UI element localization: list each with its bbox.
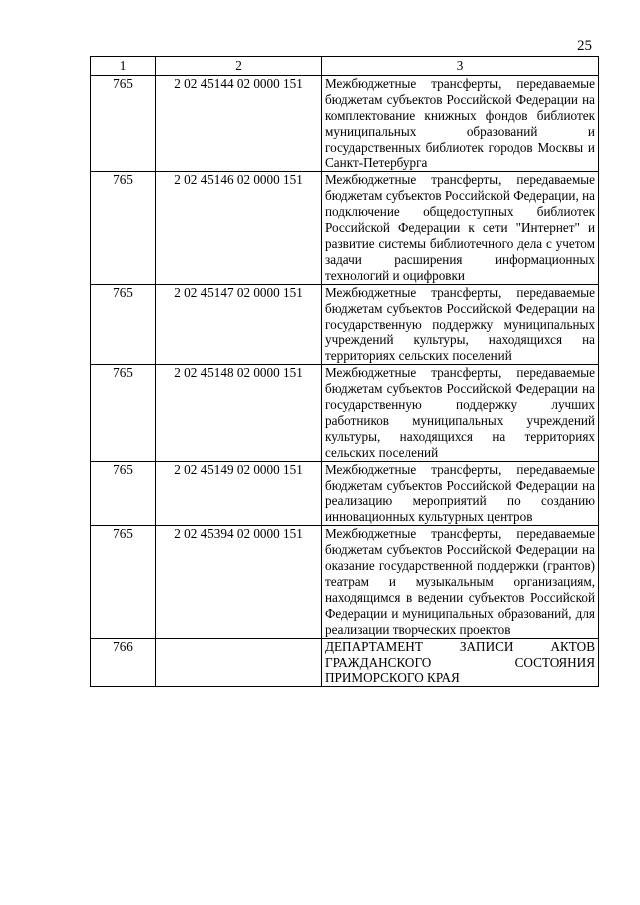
table-row <box>91 461 599 526</box>
revenue-code-cell <box>156 638 322 687</box>
table-header-row <box>91 57 599 76</box>
department-title-cell: ДЕПАРТАМЕНТ ЗАПИСИ АКТОВ ГРАЖДАНСКОГО СОСТОЯНИЯ ПРИМОРСКОГО КРАЯ <box>322 638 599 687</box>
description-cell: Межбюджетные трансферты, передаваемые бюджетам субъектов Российской Федерации на государственную поддержку муниципальных учреждений культуры, находящихся на территориях сельских поселений <box>322 284 599 365</box>
column-header-2: 2 <box>156 57 322 76</box>
budget-classification-table <box>90 56 599 687</box>
admin-code-cell: 765 <box>91 75 156 171</box>
description-cell: Межбюджетные трансферты, передаваемые бюджетам субъектов Российской Федерации, на подключение общедоступных библиотек Российской Федерации к сети "Интернет" и развитие системы библиотечного дела с учетом задачи расширения информационных технологий и оцифровки <box>322 172 599 284</box>
admin-code-cell: 765 <box>91 461 156 526</box>
admin-code-cell: 766 <box>91 638 156 687</box>
description-cell: Межбюджетные трансферты, передаваемые бюджетам субъектов Российской Федерации на оказание государственной поддержки (грантов) театрам и музыкальным организациям, находящимся в ведении субъектов Российской Федерации и муниципальных образований, для реализации творческих проектов <box>322 526 599 638</box>
admin-code-cell: 765 <box>91 526 156 638</box>
table-row <box>91 365 599 461</box>
page-number: 25 <box>577 38 592 54</box>
revenue-code-cell: 2 02 45147 02 0000 151 <box>156 284 322 365</box>
revenue-code-cell: 2 02 45394 02 0000 151 <box>156 526 322 638</box>
table-row <box>91 526 599 638</box>
description-cell: Межбюджетные трансферты, передаваемые бюджетам субъектов Российской Федерации на комплектование книжных фондов библиотек муниципальных образований и государственных библиотек городов Москвы и Санкт-Петербурга <box>322 75 599 171</box>
table-row <box>91 75 599 171</box>
description-cell: Межбюджетные трансферты, передаваемые бюджетам субъектов Российской Федерации на реализацию мероприятий по созданию инновационных культурных центров <box>322 461 599 526</box>
description-cell: Межбюджетные трансферты, передаваемые бюджетам субъектов Российской Федерации на государственную поддержку лучших работников муниципальных учреждений культуры, находящихся на территориях сельских поселений <box>322 365 599 461</box>
table-row <box>91 284 599 365</box>
column-header-3: 3 <box>322 57 599 76</box>
admin-code-cell: 765 <box>91 284 156 365</box>
admin-code-cell: 765 <box>91 365 156 461</box>
table-row <box>91 172 599 284</box>
admin-code-cell: 765 <box>91 172 156 284</box>
column-header-1: 1 <box>91 57 156 76</box>
revenue-code-cell: 2 02 45148 02 0000 151 <box>156 365 322 461</box>
table-row <box>91 638 599 687</box>
revenue-code-cell: 2 02 45146 02 0000 151 <box>156 172 322 284</box>
revenue-code-cell: 2 02 45144 02 0000 151 <box>156 75 322 171</box>
revenue-code-cell: 2 02 45149 02 0000 151 <box>156 461 322 526</box>
